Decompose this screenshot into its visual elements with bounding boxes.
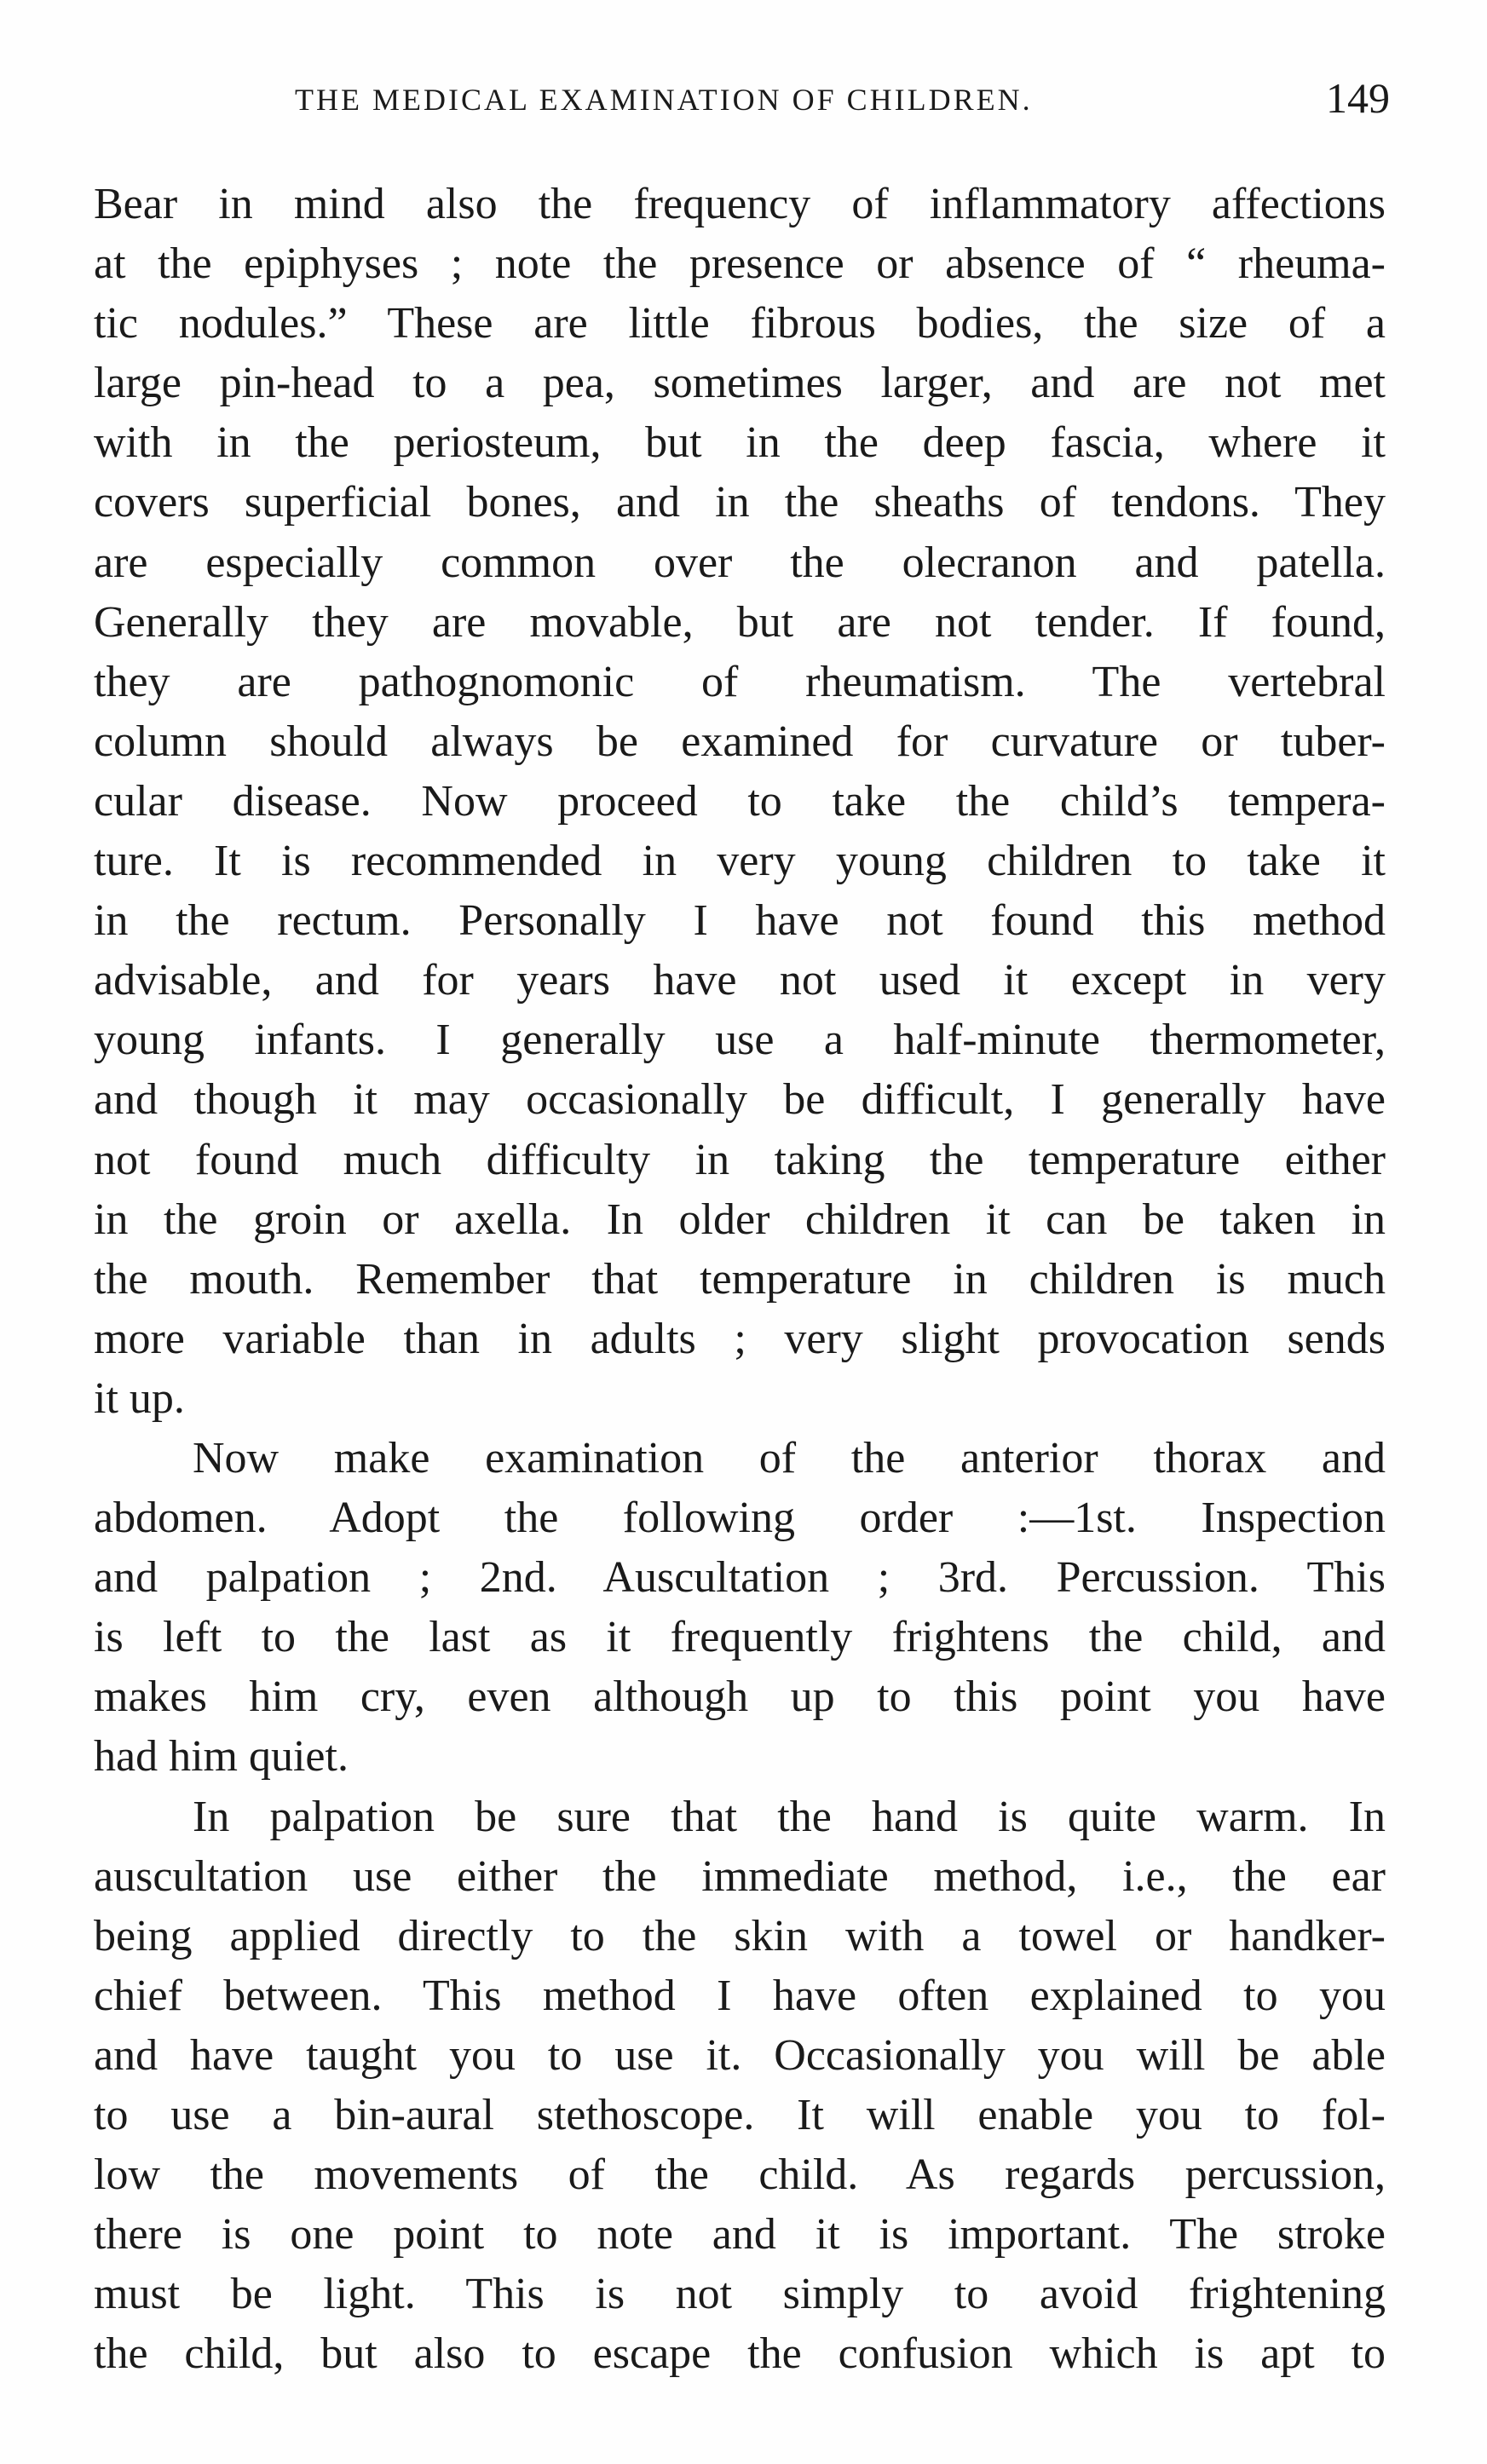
- text-line: abdomen. Adopt the following order :—1st. Inspection: [94, 1494, 1386, 1543]
- text-line: in the groin or axella. In older children it can be taken in: [94, 1195, 1386, 1244]
- text-line: chief between. This method I have often explained to you: [94, 1971, 1386, 2020]
- paragraph-2: [94, 1429, 1386, 1788]
- text-line: in the rectum. Personally I have not found this method: [94, 896, 1386, 946]
- text-line: makes him cry, even although up to this point you have: [94, 1672, 1386, 1722]
- paragraph-1: [94, 175, 1386, 1429]
- text-line: being applied directly to the skin with a towel or handker-: [94, 1911, 1386, 1960]
- text-line: is left to the last as it frequently frightens the child, and: [94, 1613, 1386, 1662]
- text-line: at the epiphyses ; note the presence or absence of “ rheuma-: [94, 239, 1386, 289]
- text-line: Generally they are movable, but are not tender. If found,: [94, 597, 1386, 647]
- text-line: Now make examination of the anterior thorax and: [193, 1433, 1386, 1482]
- text-line: and though it may occasionally be difficult, I generally have: [94, 1075, 1386, 1125]
- text-line: Bear in mind also the frequency of inflammatory affections: [94, 180, 1386, 228]
- text-line: they are pathognomonic of rheumatism. The vertebral: [94, 657, 1386, 706]
- text-line: low the movements of the child. As regards percussion,: [94, 2150, 1386, 2200]
- text-line: large pin-head to a pea, sometimes larger, and are not met: [94, 359, 1386, 408]
- text-line: cular disease. Now proceed to take the child’s tempera-: [94, 776, 1386, 826]
- text-line: there is one point to note and it is important. The stroke: [94, 2210, 1386, 2260]
- text-line: must be light. This is not simply to avoid frightening: [94, 2270, 1386, 2319]
- text-line: young infants. I generally use a half-minute thermometer,: [94, 1016, 1386, 1065]
- text-line: with in the periosteum, but in the deep fascia, where it: [94, 418, 1386, 468]
- body-text: [94, 175, 1386, 2384]
- page-number: 149: [1326, 74, 1390, 122]
- text-line: the mouth. Remember that temperature in children is much: [94, 1254, 1386, 1304]
- text-line: it up.: [94, 1373, 185, 1423]
- running-title: THE MEDICAL EXAMINATION OF CHILDREN.: [295, 83, 1033, 117]
- text-line: ture. It is recommended in very young children to take it: [94, 837, 1386, 886]
- text-line: tic nodules.” These are little fibrous bodies, the size of a: [94, 299, 1386, 348]
- text-line: advisable, and for years have not used it except in very: [94, 956, 1386, 1005]
- text-line: to use a bin-aural stethoscope. It will enable you to fol-: [94, 2091, 1386, 2139]
- paragraph-3: [94, 1788, 1386, 2385]
- text-line: the child, but also to escape the confusion which is apt to: [94, 2329, 1386, 2379]
- text-line: column should always be examined for curvature or tuber-: [94, 717, 1386, 766]
- text-line: not found much difficulty in taking the temperature either: [94, 1135, 1386, 1184]
- text-line: more variable than in adults ; very slight provocation sends: [94, 1314, 1386, 1363]
- text-line: auscultation use either the immediate method, i.e., the ear: [94, 1851, 1386, 1901]
- text-line: and palpation ; 2nd. Auscultation ; 3rd. Percussion. This: [94, 1553, 1386, 1603]
- text-line: In palpation be sure that the hand is quite warm. In: [193, 1792, 1386, 1841]
- text-line: are especially common over the olecranon and patella.: [94, 538, 1386, 587]
- text-line: and have taught you to use it. Occasionally you will be able: [94, 2030, 1386, 2080]
- text-line: covers superficial bones, and in the sheaths of tendons. They: [94, 478, 1386, 527]
- running-head: [295, 73, 1390, 124]
- text-line: had him quiet.: [94, 1732, 349, 1782]
